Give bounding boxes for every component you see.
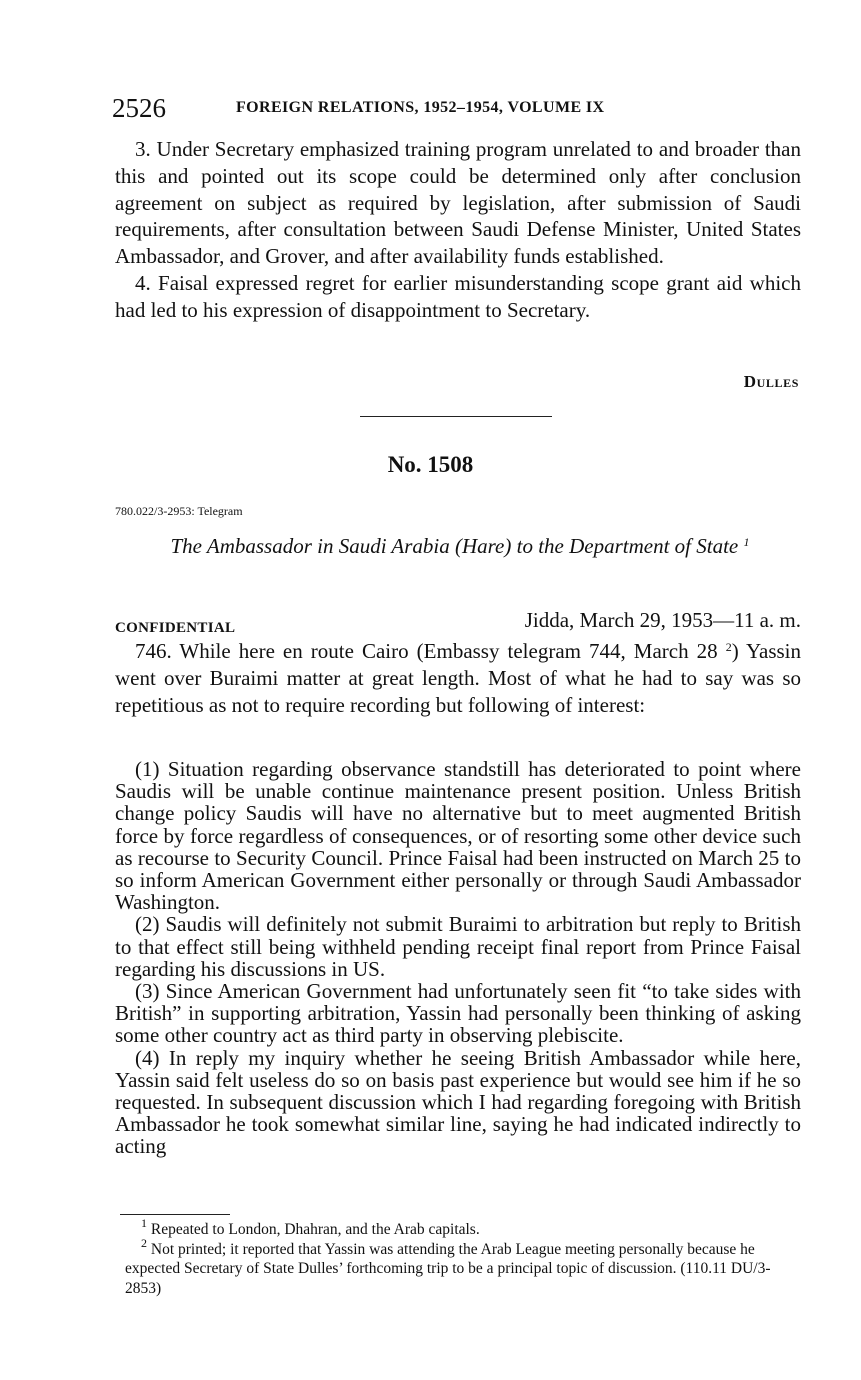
footnote-number: 2 [141,1235,147,1250]
previous-document-text [115,136,801,324]
section-divider [360,416,552,417]
footnotes [125,1216,805,1298]
footnote [125,1235,805,1299]
footnote-rule [120,1214,230,1215]
page-header [112,93,802,127]
footnote-text: Not printed; it reported that Yassin was attending the Arab League meeting personally because he expected Secretary of State Dulles’ forthcoming trip to be a principal topic of discussion. (110.11 DU/3-2853) [125,1240,771,1297]
numbered-point: (3) Since American Government had unfortunately seen fit “to take sides with British” in supporting arbitration, Yassin had personally been thinking of asking some other country act as third party in observing plebiscite. [115,979,801,1048]
document-number: No. 1508 [387,452,474,477]
footnote-marker: 1 [743,535,750,549]
telegram-intro [115,638,801,718]
running-head: FOREIGN RELATIONS, 1952–1954, VOLUME IX [236,99,605,116]
document-title [140,532,780,560]
numbered-point: (2) Saudis will definitely not submit Buraimi to arbitration but reply to British to that effect still being withheld pending receipt final report from Prince Faisal regarding his discussions in US. [115,912,801,981]
intro-paragraph [115,638,801,718]
dateline: Jidda, March 29, 1953—11 a. m. [524,608,801,632]
document-title-text: The Ambassador in Saudi Arabia (Hare) to the Department of State [170,534,739,558]
footnote-marker: 2 [725,640,732,654]
page-number: 2526 [112,93,166,123]
footnote-text: Repeated to London, Dhahran, and the Arab capitals. [150,1221,480,1238]
intro-text-start: 746. While here en route Cairo (Embassy telegram 744, March 28 [135,639,718,663]
footnote-number: 1 [141,1216,147,1230]
classification-label: CONFIDENTIAL [115,620,236,636]
signature: Dulles [743,372,799,391]
telegram-points [115,758,801,1158]
file-reference: 780.022/3-2953: Telegram [115,504,243,518]
intro-text-end: ) Yassin went over Buraimi matter at great length. Most of what he had to say was so repetitious as not to require recording but following of interest: [115,639,802,717]
paragraph: 3. Under Secretary emphasized training program unrelated to and broader than this and pointed out its scope could be determined only after conclusion agreement on subject as required by legislation, after submission of Saudi requirements, after consultation between Saudi Defense Minister, United States Ambassador, and Grover, and after availability funds established. [115,137,801,269]
numbered-point: (4) In reply my inquiry whether he seeing British Ambassador while here, Yassin said felt useless do so on basis past experience but would see him if he so requested. In subsequent discussion which I had regarding foregoing with British Ambassador he took somewhat similar line, saying he had indicated indirectly to acting [115,1045,801,1159]
paragraph: 4. Faisal expressed regret for earlier misunderstanding scope grant aid which had led to his expression of disappointment to Secretary. [115,270,801,322]
numbered-point: (1) Situation regarding observance standstill has deteriorated to point where Saudis will be unable continue maintenance present position. Unless British change policy Saudis will have no alternative but to meet augmented British force by force regardless of consequences, or of resorting some other device such as recourse to Security Council. Prince Faisal had been instructed on March 25 to so inform American Government either personally or through Saudi Ambassador Washington. [115,757,801,915]
footnote [125,1216,805,1240]
